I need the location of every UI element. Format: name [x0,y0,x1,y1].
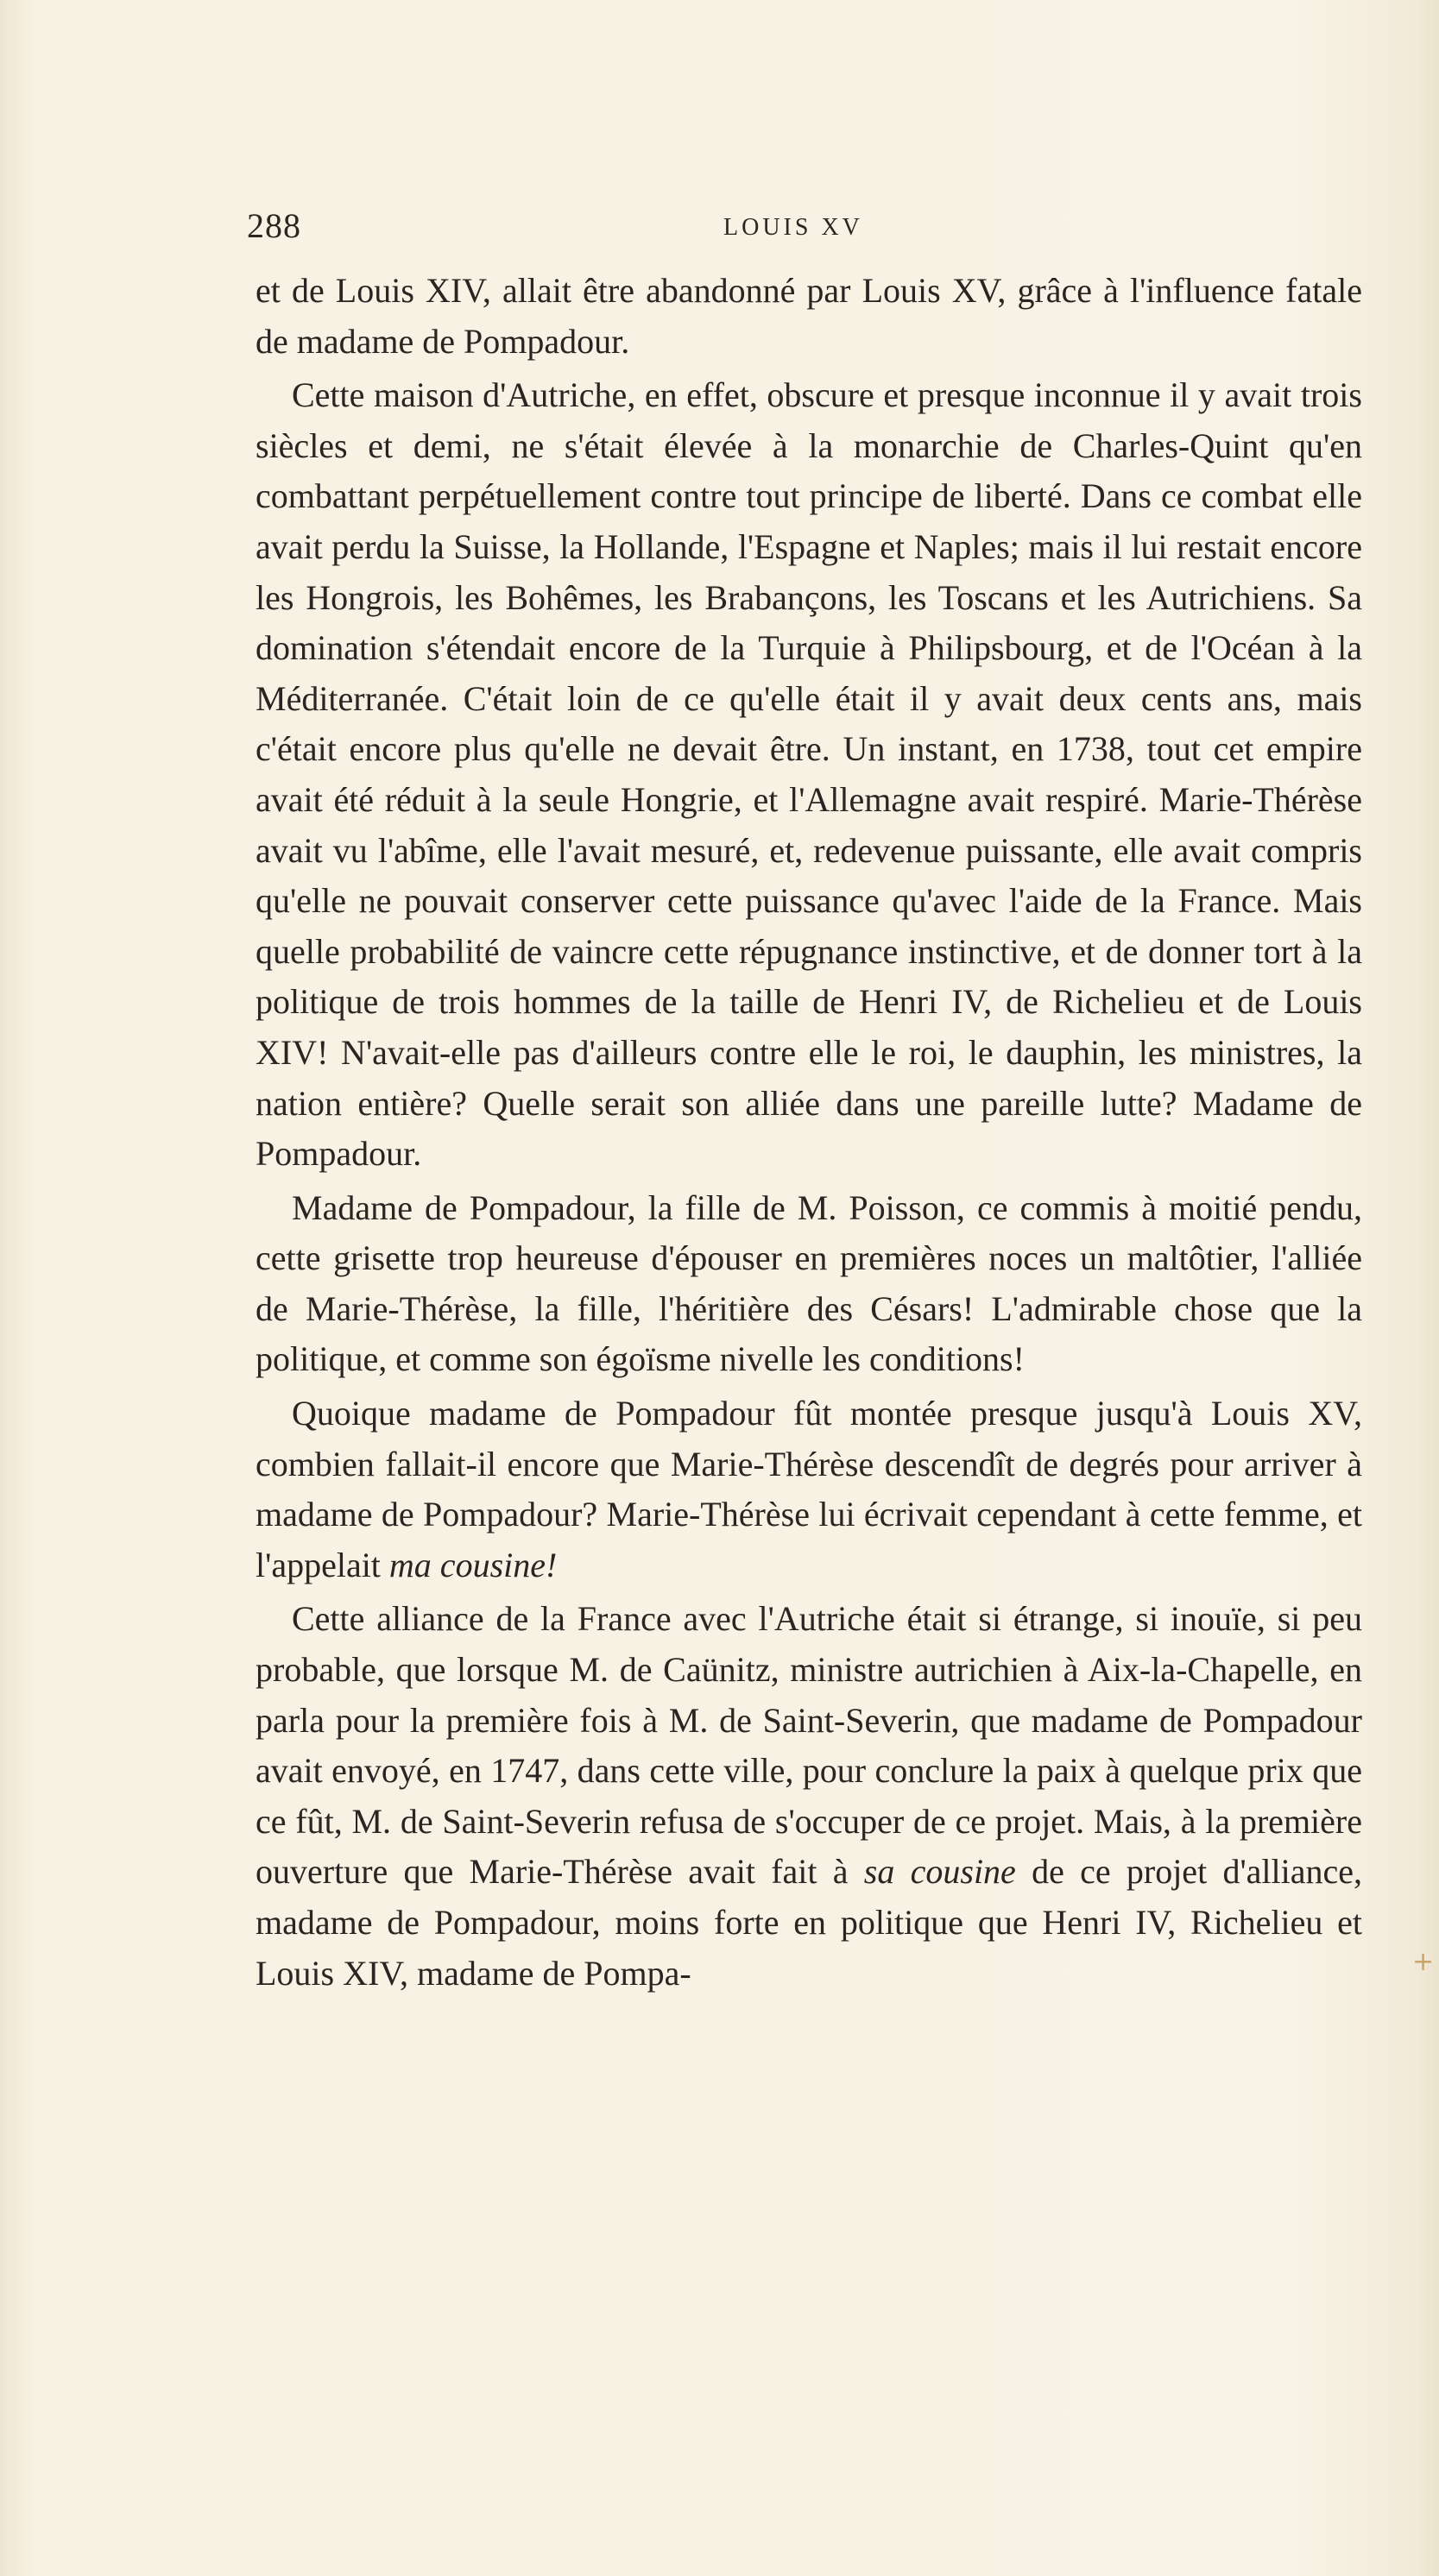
paragraph-5-emphasis: sa cousine [863,1852,1016,1892]
paragraph-2-text: Cette maison d'Autriche, en effet, obscure et presque inconnue il y avait trois siècles et demi, ne s'était élevée à la monarchie de Charles-Quint qu'en combattant perpétuellement contre tout principe de liberté. Dans ce combat elle avait perdu la Suisse, la Hollande, l'Espagne et Naples; mais il lui restait encore les Hongrois, les Bohêmes, les Brabançons, les Toscans et les Autrichiens. Sa domination s'étendait encore de la Turquie à Philipsbourg, et de l'Océan à la Méditerranée. C'était loin de ce qu'elle était il y avait deux cents ans, mais c'était encore plus qu'elle ne devait être. Un instant, en 1738, tout cet empire avait été réduit à la seule Hongrie, et l'Allemagne avait respiré. Marie-Thérèse avait vu l'abîme, elle l'avait mesuré, et, redevenue puissante, elle avait compris qu'elle ne pouvait conserver cette puissance qu'avec l'aide de la France. Mais quelle probabilité de vaincre cette répugnance instinctive, et de donner tort à la politique de trois hommes de la taille de Henri IV, de Richelieu et de Louis XIV! N'avait-elle pas d'ailleurs contre elle le roi, le dauphin, les ministres, la nation entière? Quelle serait son alliée dans une pareille lutte? Madame de Pompadour. [256,375,1362,1174]
page-number: 288 [247,206,301,245]
paragraph-5-after: de ce projet d'alliance, madame de Pompadour, moins forte en politique que Henri IV, Richelieu et Louis XIV, madame de Pompa- [256,1852,1363,1993]
page-header [247,205,1343,257]
margin-mark-icon: + [1412,1947,1435,1977]
paragraph-1 [256,266,1362,367]
body-text [256,266,1362,1999]
paragraph-5 [256,1594,1362,1999]
paragraph-3 [256,1183,1362,1385]
paragraph-4-emphasis: ma cousine! [388,1545,558,1584]
paragraph-4-text: Quoique madame de Pompadour fût montée presque jusqu'à Louis XV, combien fallait-il encore que Marie-Thérèse descendît de degrés pour arriver à madame de Pompadour? Marie-Thérèse lui écrivait cependant à cette femme, et l'appelait [256,1394,1362,1584]
paragraph-3-text: Madame de Pompadour, la fille de M. Poisson, ce commis à moitié pendu, cette grisette trop heureuse d'épouser en premières noces un maltôtier, l'alliée de Marie-Thérèse, la fille, l'héritière des Césars! L'admirable chose que la politique, et comme son égoïsme nivelle les conditions! [256,1187,1362,1379]
paragraph-2 [256,370,1362,1180]
paragraph-5-text: Cette alliance de la France avec l'Autriche était si étrange, si inouïe, si peu probable, que lorsque M. de Caünitz, ministre autrichien à Aix-la-Chapelle, en parla pour la première fois à M. de Saint-Severin, que madame de Pompadour avait envoyé, en 1747, dans cette ville, pour conclure la paix à quelque prix que ce fût, M. de Saint-Severin refusa de s'occuper de ce projet. Mais, à la première ouverture que Marie-Thérèse avait fait à [256,1599,1362,1892]
running-title: LOUIS XV [723,214,863,241]
paragraph-4 [256,1389,1362,1590]
paragraph-1-text: et de Louis XIV, allait être abandonné par Louis XV, grâce à l'influence fatale de madame de Pompadour. [256,271,1362,361]
